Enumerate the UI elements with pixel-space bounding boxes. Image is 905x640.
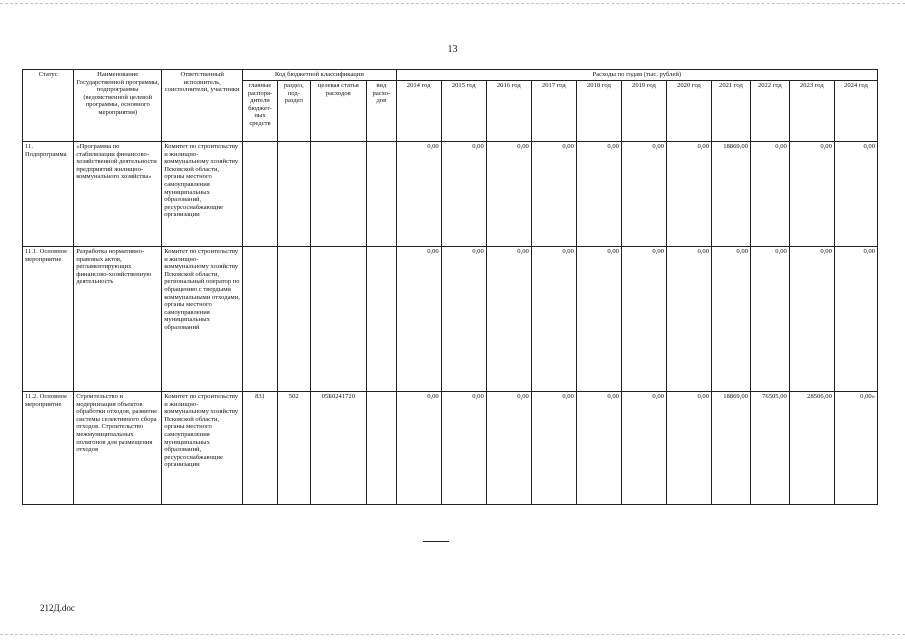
row-value: 0,00 [666,247,711,392]
row-value: 0,00 [576,142,621,247]
header-year: 2015 год [441,81,486,142]
header-year: 2017 год [531,81,576,142]
row-status: 11. Подпрограмма [23,142,74,247]
row-value: 18869,00 [712,392,751,505]
scan-edge-bottom [0,634,905,635]
row-value: 0,00 [621,247,666,392]
row-value: 0,00 [441,142,486,247]
row-executor: Комитет по строительству и жилищно-коммунальному хозяйству Псковской области, органы местного самоуправления муниципальных образований, ресурсоснабжающие организации [162,392,243,505]
end-divider [423,541,449,542]
header-status: Статус [23,70,74,142]
row-section [277,142,310,247]
row-value: 18869,00 [712,142,751,247]
row-value: 0,00 [666,142,711,247]
row-executor: Комитет по строительству и жилищно-коммунальному хозяйству Псковской области, органы местного самоуправления муниципальных образований, ресурсоснабжающие организации [162,142,243,247]
row-value: 0,00 [834,247,877,392]
row-value: 0,00» [834,392,877,505]
row-value: 0,00 [621,392,666,505]
row-grbs [243,247,278,392]
header-budget-code: Код бюджетной классификации [243,70,397,81]
row-value: 0,00 [396,142,441,247]
row-value: 0,00 [789,142,834,247]
row-value: 0,00 [441,247,486,392]
row-kind [366,142,396,247]
header-row-1 [23,70,878,81]
header-year: 2022 год [750,81,789,142]
row-value: 0,00 [531,142,576,247]
row-value: 28506,00 [789,392,834,505]
row-grbs [243,142,278,247]
row-value: 0,00 [621,142,666,247]
row-name: Строительство и модернизация объектов обработки отходов, развитие системы селективного сбора отходов. Строительство межмуниципальных полигонов для размещения отходов [74,392,162,505]
header-kind: вид расхо-дов [366,81,396,142]
table-row [23,392,878,505]
header-year: 2024 год [834,81,877,142]
header-section: раздел, под-раздел [277,81,310,142]
header-year: 2014 год [396,81,441,142]
row-section [277,247,310,392]
header-year: 2021 год [712,81,751,142]
row-value: 76505,00 [750,392,789,505]
header-grbs: главные распоря-дители бюджет-ных средств [243,81,278,142]
budget-table [22,69,878,505]
row-value: 0,00 [396,392,441,505]
page-number: 13 [447,44,458,55]
row-value: 0,00 [712,247,751,392]
row-value: 0,00 [531,392,576,505]
header-target: целевая статья расходов [310,81,366,142]
scan-edge-top [0,3,905,4]
header-expenses: Расходы по годам (тыс. рублей) [396,70,877,81]
row-target: 05Б0241720 [310,392,366,505]
header-year: 2023 год [789,81,834,142]
row-value: 0,00 [750,247,789,392]
row-section: 502 [277,392,310,505]
header-executor: Ответственный исполнитель, соисполнители, участники [162,70,243,142]
row-value: 0,00 [441,392,486,505]
row-status: 11.2. Основное мероприятие [23,392,74,505]
row-value: 0,00 [750,142,789,247]
row-value: 0,00 [486,247,531,392]
row-value: 0,00 [834,142,877,247]
header-year: 2019 год [621,81,666,142]
row-executor: Комитет по строительству и жилищно-коммунальному хозяйству Псковской области, региональный оператор по обращению с твердыми коммунальными отходами, органы местного самоуправления муниципальных образований [162,247,243,392]
header-year: 2016 год [486,81,531,142]
header-year: 2018 год [576,81,621,142]
header-name: Наименование Государственной программы, подпрограммы (ведомственной целевой программы, основного мероприятия) [74,70,162,142]
row-target [310,247,366,392]
row-value: 0,00 [531,247,576,392]
row-value: 0,00 [486,392,531,505]
row-value: 0,00 [486,142,531,247]
header-year: 2020 год [666,81,711,142]
row-name: «Программа по стабилизации финансово-хозяйственной деятельности предприятий жилищно-коммунального хозяйства» [74,142,162,247]
row-grbs: 831 [243,392,278,505]
table-row [23,142,878,247]
row-value: 0,00 [576,392,621,505]
row-value: 0,00 [396,247,441,392]
row-value: 0,00 [789,247,834,392]
document-filename: 212Д.doc [40,603,75,613]
row-status: 11.1. Основное мероприятие [23,247,74,392]
row-name: Разработка нормативно-правовых актов, регламентирующих финансово-хозяйственную деятельность [74,247,162,392]
row-value: 0,00 [666,392,711,505]
row-kind [366,247,396,392]
row-target [310,142,366,247]
row-value: 0,00 [576,247,621,392]
table-row [23,247,878,392]
row-kind [366,392,396,505]
